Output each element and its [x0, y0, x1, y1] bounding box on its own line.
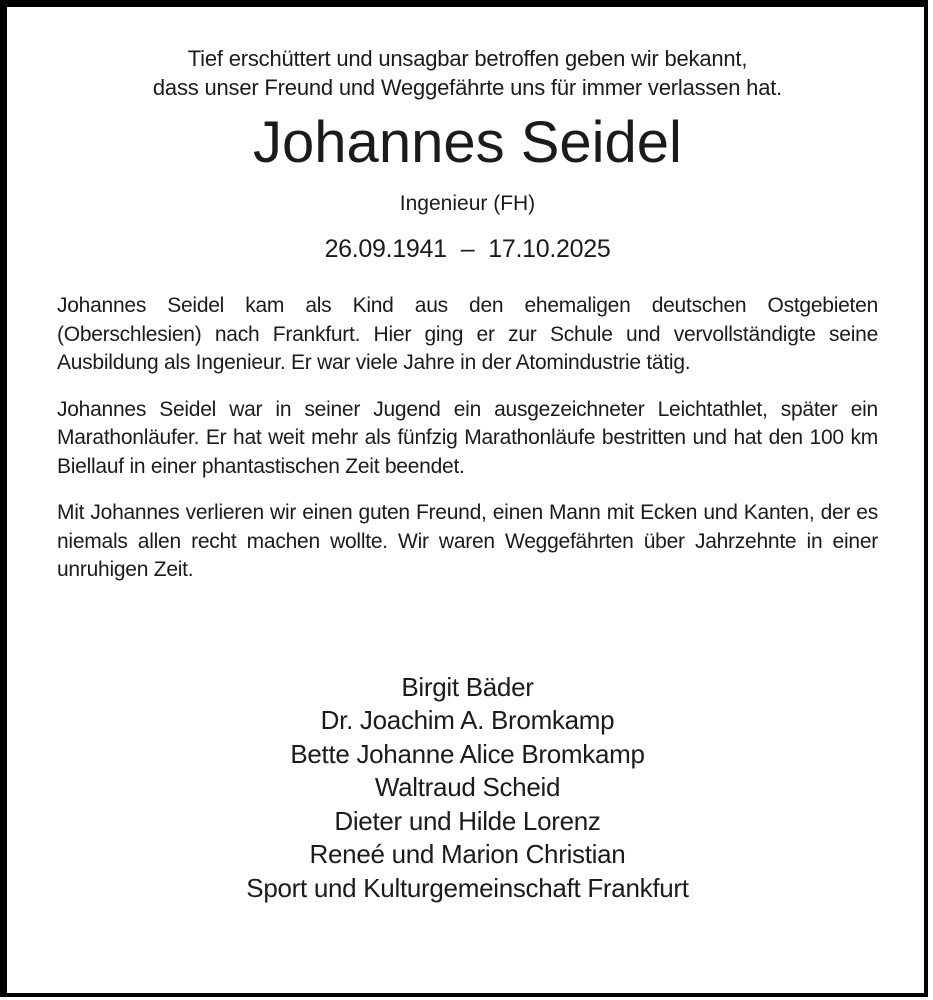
announcement-intro-line: Tief erschüttert und unsagbar betroffen geben wir bekannt,	[187, 46, 748, 71]
death-date: 17.10.2025	[488, 235, 611, 263]
announcement-intro	[57, 44, 878, 102]
announcement-intro-line: dass unser Freund und Weggefährte uns für immer verlassen hat.	[152, 75, 783, 100]
mourners-list	[57, 671, 878, 906]
mourner-name: Bette Johanne Alice Bromkamp	[290, 738, 645, 769]
deceased-profession: Ingenieur (FH)	[399, 192, 536, 215]
mourner-name: Dr. Joachim A. Bromkamp	[320, 705, 615, 735]
birth-date: 26.09.1941	[324, 235, 447, 263]
obituary-text	[57, 292, 878, 585]
obituary-content	[7, 44, 924, 997]
dates-separator: –	[460, 235, 475, 263]
mourner-name: Birgit Bäder	[401, 671, 534, 702]
mourner-name: Sport und Kulturgemeinschaft Frankfurt	[246, 872, 689, 903]
mourner-name: Dieter und Hilde Lorenz	[334, 805, 601, 836]
life-dates	[57, 232, 878, 266]
mourner-name: Reneé und Marion Christian	[309, 839, 626, 869]
mourner-name: Waltraud Scheid	[374, 772, 561, 802]
deceased-name: Johannes Seidel	[253, 110, 682, 175]
obituary-paragraph: Johannes Seidel war in seiner Jugend ein ausgezeichneter Leichtathlet, später ein Marathonläufer. Er hat weit mehr als fünfzig Marathonläufe bestritten und hat den 100 km Biellauf in einer phantastischen Zeit beendet.	[57, 397, 878, 478]
obituary-paragraph: Johannes Seidel kam als Kind aus den ehemaligen deutschen Ostgebieten (Oberschlesien) nach Frankfurt. Hier ging er zur Schule und vervollständigte seine Ausbildung als Ingenieur. Er war viele Jahre in der Atomindustrie tätig.	[57, 294, 878, 374]
obituary-paragraph: Mit Johannes verlieren wir einen guten Freund, einen Mann mit Ecken und Kanten, der es niemals allen recht machen wollte. Wir waren Weggefährten über Jahrzehnte in einer unruhigen Zeit.	[57, 501, 878, 581]
